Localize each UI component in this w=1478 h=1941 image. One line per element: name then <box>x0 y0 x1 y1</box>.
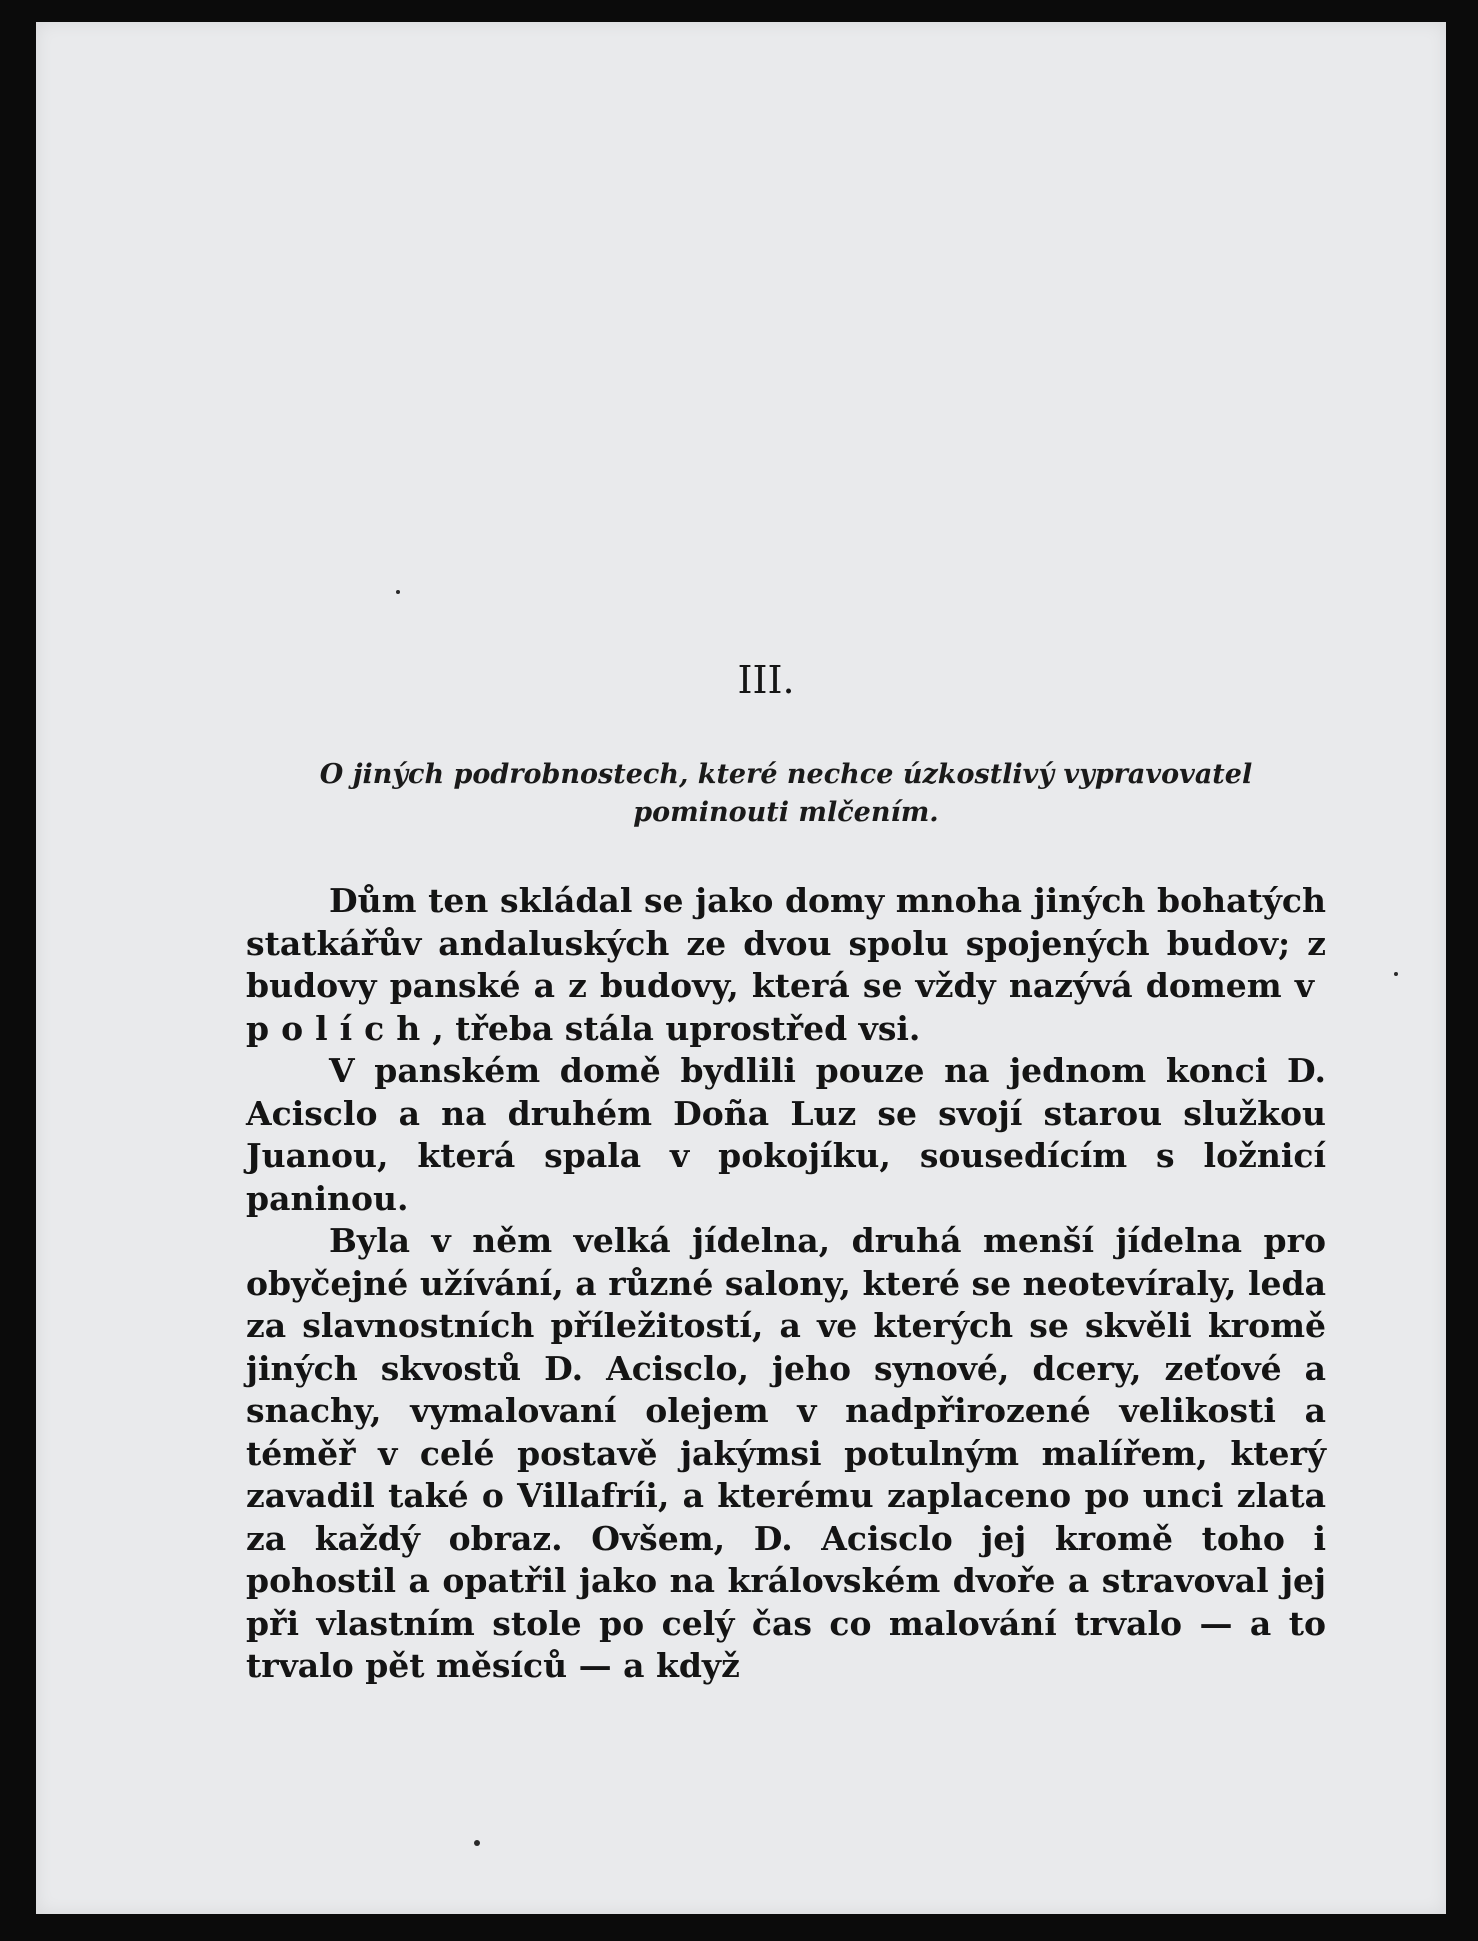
print-speck <box>474 1840 480 1846</box>
paragraph: V panském domě bydlili pouze na jednom konci D. Acisclo a na druhém Doña Luz se svojí starou služkou Juanou, která spala v pokojíku, sousedícím s ložnicí paninou. <box>246 1051 1326 1218</box>
paragraph <box>246 880 1326 1050</box>
paragraph: Byla v něm velká jídelna, druhá menší jídelna pro obyčejné užívání, a různé salony, které se neotevíraly, leda za slavnostních příležitostí, a ve kterých se skvěli kromě jiných skvostů D. Acisclo, jeho synové, dcery, zeťové a snachy, vymalovaní olejem v nadpřirozené velikosti a téměř v celé postavě jakýmsi potulným malířem, který zavadil také o Villafríi, a kterému zaplaceno po unci zlata za každý obraz. Ovšem, D. Acisclo jej kromě toho i pohostil a opatřil jako na královském dvoře a stravoval jej při vlastním stole po celý čas co malování trvalo — a to trvalo pět měsíců — a když <box>246 1221 1326 1685</box>
chapter-subtitle: O jiných podrobnostech, které nechce úzkostlivý vypravovatel pominouti mlčením. <box>319 759 1253 828</box>
paragraph-text: Dům ten skládal se jako domy mnoha jiných bohatých statkářův andaluských ze dvou spolu spojených budov; z budovy panské a z budovy, která se vždy nazývá domem <box>246 881 1326 1005</box>
book-page <box>36 22 1446 1914</box>
body-text <box>246 880 1326 1688</box>
chapter-number: III. <box>737 658 795 702</box>
print-speck <box>1394 972 1398 976</box>
paragraph-text: , třeba stála uprostřed vsi. <box>432 1008 921 1048</box>
spaced-emphasis: v polích <box>246 966 1326 1048</box>
print-speck <box>396 590 400 594</box>
